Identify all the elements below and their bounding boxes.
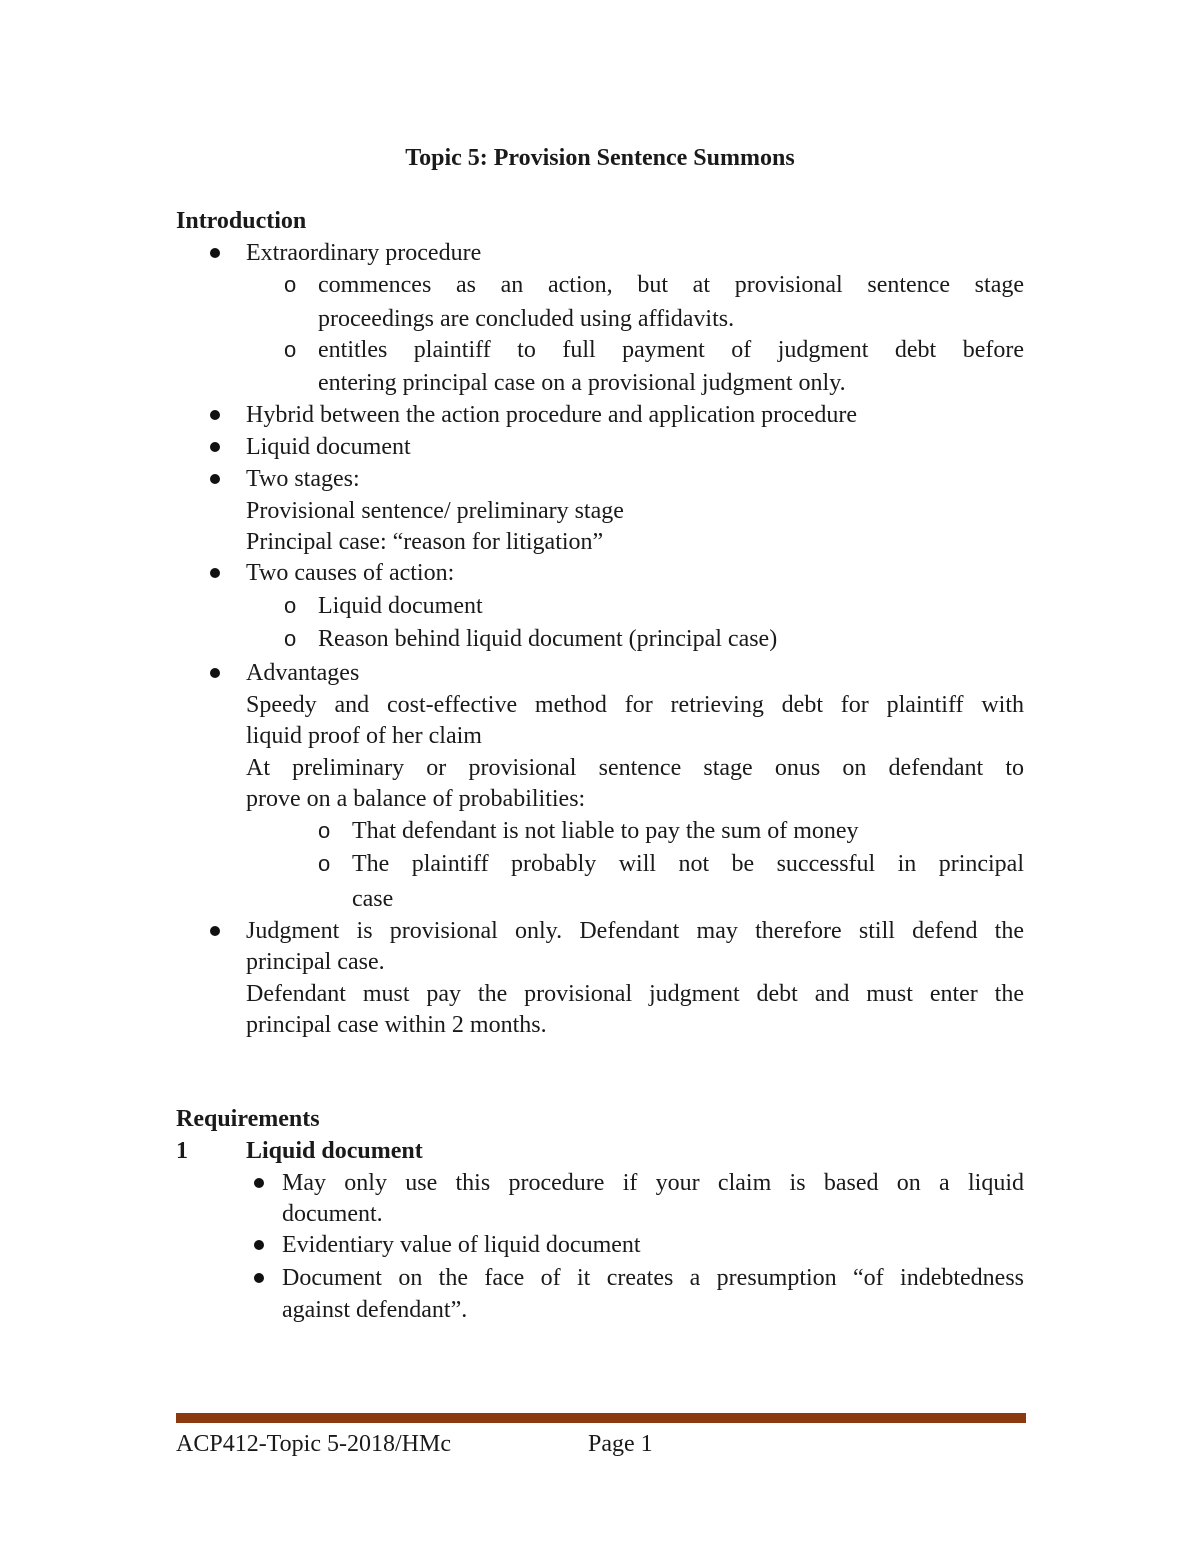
circle-bullet-icon: o xyxy=(318,851,331,876)
list-item: Two causes of action: xyxy=(246,560,455,586)
list-item-continuation: Speedy and cost-effective method for retrieving debt for plaintiff with xyxy=(246,692,1024,718)
list-item-continuation: document. xyxy=(282,1201,383,1227)
requirement-number: 1 xyxy=(176,1138,188,1164)
bullet-icon xyxy=(210,474,220,484)
document-page xyxy=(176,0,1024,1553)
circle-bullet-icon: o xyxy=(284,272,297,297)
list-item: That defendant is not liable to pay the sum of money xyxy=(352,818,859,844)
list-item-continuation: principal case within 2 months. xyxy=(246,1012,547,1038)
circle-bullet-icon: o xyxy=(284,626,297,651)
list-item-continuation: entering principal case on a provisional judgment only. xyxy=(318,370,846,396)
list-item-continuation: case xyxy=(352,886,394,912)
section-heading-introduction: Introduction xyxy=(176,208,307,234)
list-item-continuation: Principal case: “reason for litigation” xyxy=(246,529,604,555)
subsection-heading: Liquid document xyxy=(246,1138,423,1164)
bullet-icon xyxy=(210,926,220,936)
list-item: Document on the face of it creates a presumption “of indebtedness xyxy=(282,1265,1024,1291)
list-item: Reason behind liquid document (principal case) xyxy=(318,626,778,652)
footer-page-number: Page 1 xyxy=(588,1431,653,1457)
bullet-icon xyxy=(254,1240,264,1250)
circle-bullet-icon: o xyxy=(284,593,297,618)
footer-rule xyxy=(176,1413,1026,1423)
bullet-icon xyxy=(210,248,220,258)
bullet-icon xyxy=(210,410,220,420)
circle-bullet-icon: o xyxy=(318,818,331,843)
bullet-icon xyxy=(210,442,220,452)
list-item: Advantages xyxy=(246,660,360,686)
list-item-continuation: against defendant”. xyxy=(282,1297,468,1323)
list-item: Liquid document xyxy=(246,434,411,460)
list-item: May only use this procedure if your claim is based on a liquid xyxy=(282,1170,1024,1196)
footer-document-code: ACP412-Topic 5-2018/HMc xyxy=(176,1431,451,1457)
list-item: Liquid document xyxy=(318,593,483,619)
circle-bullet-icon: o xyxy=(284,337,297,362)
bullet-icon xyxy=(210,668,220,678)
page-title: Topic 5: Provision Sentence Summons xyxy=(405,145,795,171)
list-item-continuation: liquid proof of her claim xyxy=(246,723,482,749)
list-item: Extraordinary procedure xyxy=(246,240,482,266)
list-item-continuation: Defendant must pay the provisional judgment debt and must enter the xyxy=(246,981,1024,1007)
list-item: Judgment is provisional only. Defendant may therefore still defend the xyxy=(246,918,1024,944)
section-heading-requirements: Requirements xyxy=(176,1106,320,1132)
list-item-continuation: proceedings are concluded using affidavits. xyxy=(318,306,735,332)
list-item: Evidentiary value of liquid document xyxy=(282,1232,641,1258)
list-item: commences as an action, but at provisional sentence stage xyxy=(318,272,1024,298)
list-item: entitles plaintiff to full payment of judgment debt before xyxy=(318,337,1024,363)
list-item: Hybrid between the action procedure and application procedure xyxy=(246,402,858,428)
bullet-icon xyxy=(254,1178,264,1188)
bullet-icon xyxy=(210,568,220,578)
list-item-continuation: At preliminary or provisional sentence stage onus on defendant to xyxy=(246,755,1024,781)
bullet-icon xyxy=(254,1273,264,1283)
list-item: The plaintiff probably will not be successful in principal xyxy=(352,851,1024,877)
list-item-continuation: Provisional sentence/ preliminary stage xyxy=(246,498,624,524)
list-item: Two stages: xyxy=(246,466,360,492)
list-item-continuation: principal case. xyxy=(246,949,385,975)
list-item-continuation: prove on a balance of probabilities: xyxy=(246,786,586,812)
